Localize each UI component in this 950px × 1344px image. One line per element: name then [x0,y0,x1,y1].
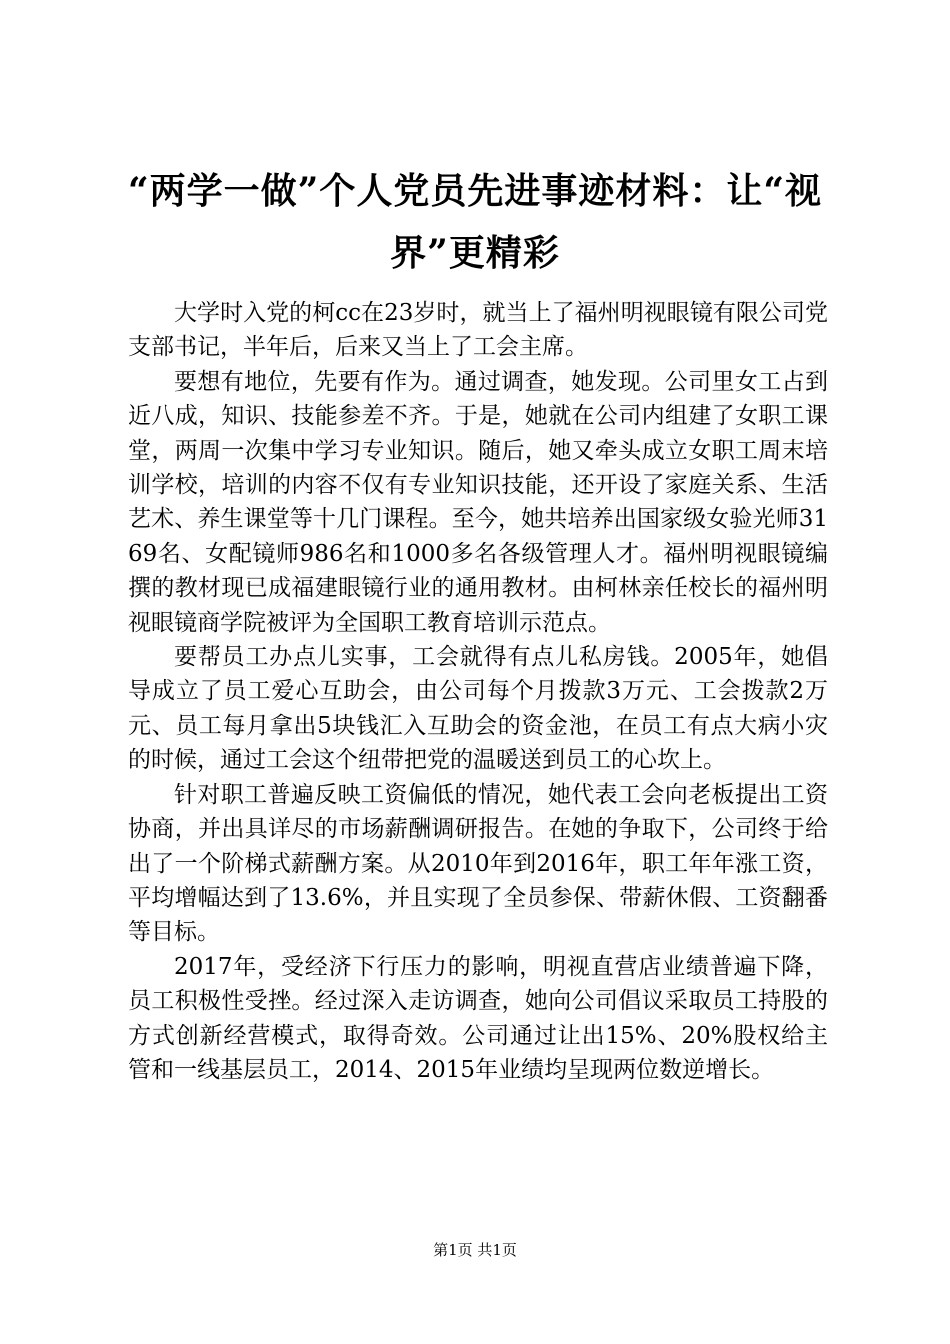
paragraph-2: 要想有地位，先要有作为。通过调查，她发现。公司里女工占到近八成，知识、技能参差不齐。于是，她就在公司内组建了女职工课堂，两周一次集中学习专业知识。随后，她又牵头成立女职工周末培训学校，培训的内容不仅有专业知识技能，还开设了家庭关系、生活艺术、养生课堂等十几门课程。至今，她共培养出国家级女验光师3169名、女配镜师986名和1000多名各级管理人才。福州明视眼镜编撰的教材现已成福建眼镜行业的通用教材。由柯林亲任校长的福州明视眼镜商学院被评为全国职工教育培训示范点。 [128,368,828,636]
document-title: “两学一做”个人党员先进事迹材料：让“视界”更精彩 [127,170,823,274]
paragraph-5: 2017年，受经济下行压力的影响，明视直营店业绩普遍下降，员工积极性受挫。经过深入走访调查，她向公司倡议采取员工持股的方式创新经营模式，取得奇效。公司通过让出15%、20%股权给主管和一线基层员工，2014、2015年业绩均呈现两位数逆增长。 [128,953,828,1083]
document-body [128,296,828,1087]
paragraph-3: 要帮员工办点儿实事，工会就得有点儿私房钱。2005年，她倡导成立了员工爱心互助会，由公司每个月拨款3万元、工会拨款2万元、员工每月拿出5块钱汇入互助会的资金池，在员工有点大病小灾的时候，通过工会这个纽带把党的温暖送到员工的心坎上。 [128,644,828,774]
paragraph-4: 针对职工普遍反映工资偏低的情况，她代表工会向老板提出工资协商，并出具详尽的市场薪酬调研报告。在她的争取下，公司终于给出了一个阶梯式薪酬方案。从2010年到2016年，职工年年涨工资，平均增幅达到了13.6%，并且实现了全员参保、带薪休假、工资翻番等目标。 [128,781,828,946]
paragraph-1: 大学时入党的柯cc在23岁时，就当上了福州明视眼镜有限公司党支部书记，半年后，后来又当上了工会主席。 [128,300,828,361]
page-footer: 第1页 共1页 [433,1241,517,1259]
